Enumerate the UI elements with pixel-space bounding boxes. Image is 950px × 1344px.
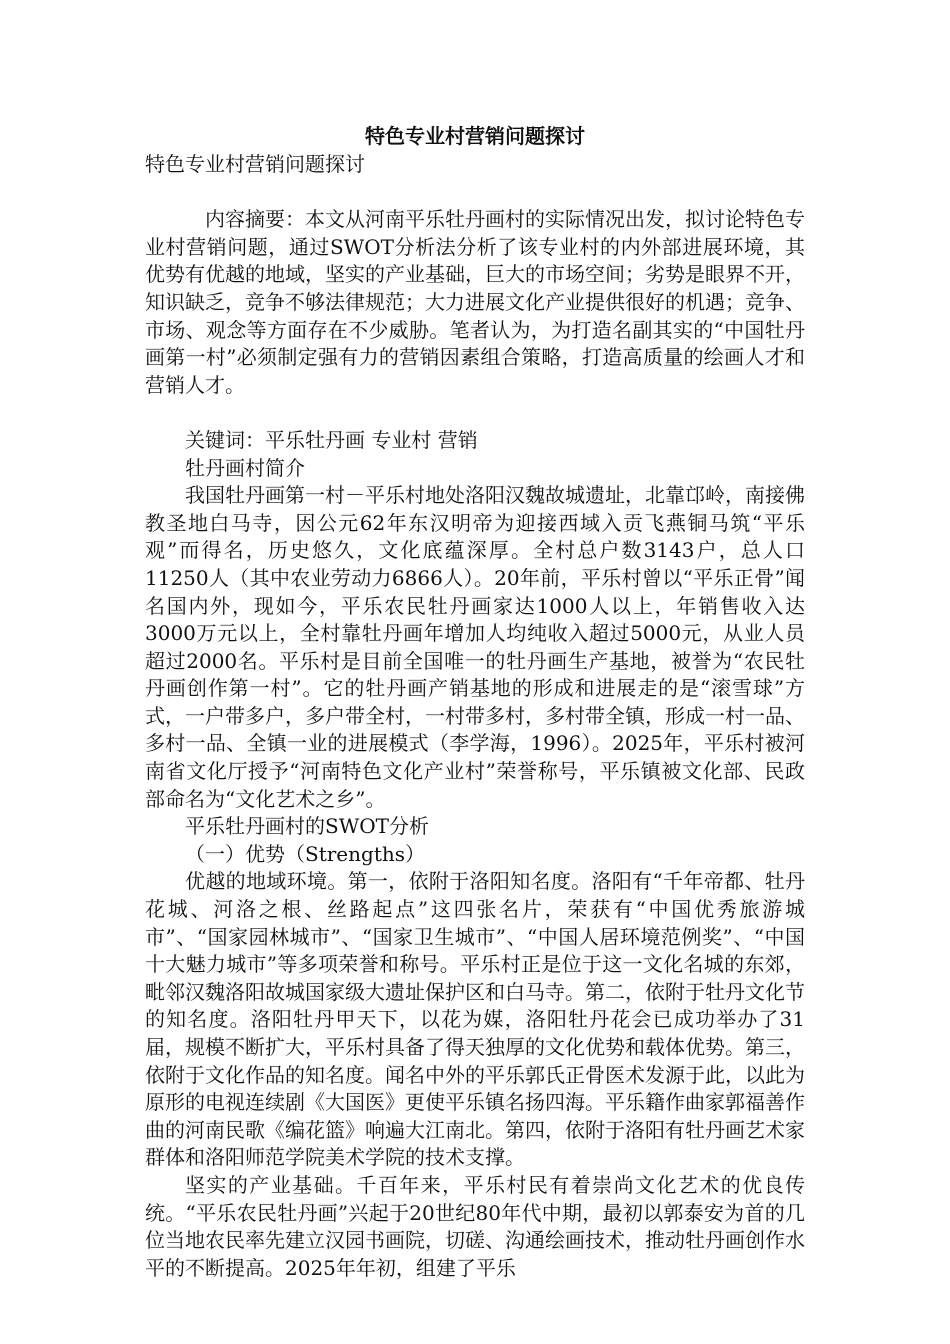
- document-title: 特色专业村营销问题探讨: [365, 124, 585, 148]
- document-body: [145, 121, 805, 1282]
- keywords-line: 关键词：平乐牡丹画 专业村 营销: [185, 427, 478, 452]
- section-heading-intro: 牡丹画村简介: [185, 455, 305, 480]
- strength-paragraph-industry: 坚实的产业基础。千百年来，平乐村民有着崇尚文化艺术的优良传统。“平乐农民牡丹画”兴起于20世纪80年代中期，最初以郭泰安为首的几位当地农民率先建立汉园书画院，切磋、沟通绘画技术，推动牡丹画创作水平的不断提高。2025年年初，组建了平乐: [145, 1172, 805, 1280]
- blank-line: [145, 399, 805, 427]
- section-heading-swot: 平乐牡丹画村的SWOT分析: [185, 814, 429, 839]
- blank-line: [145, 179, 805, 207]
- document-subtitle: 特色专业村营销问题探讨: [145, 152, 365, 176]
- intro-paragraph: 我国牡丹画第一村－平乐村地处洛阳汉魏故城遗址，北靠邙岭，南接佛教圣地白马寺，因公元62年东汉明帝为迎接西域入贡飞燕铜马筑“平乐观”而得名，历史悠久，文化底蕴深厚。全村总户数3143户，总人口11250人（其中农业劳动力6866人）。20年前，平乐村曾以“平乐正骨”闻名国内外，现如今，平乐农民牡丹画家达1000人以上，年销售收入达3000万元以上，全村靠牡丹画年增加人均纯收入超过5000元，从业人员超过2000名。平乐村是目前全国唯一的牡丹画生产基地，被誉为“农民牡丹画创作第一村”。它的牡丹画产销基地的形成和进展走的是“滚雪球”方式，一户带多户，多户带全村，一村带多村，多村带全镇，形成一村一品、多村一品、全镇一业的进展模式（李学海，1996）。2025年，平乐村被河南省文化厅授予“河南特色文化产业村”荣誉称号，平乐镇被文化部、民政部命名为“文化艺术之乡”。: [145, 483, 805, 811]
- abstract-paragraph: 内容摘要：本文从河南平乐牡丹画村的实际情况出发，拟讨论特色专业村营销问题，通过SWOT分析法分析了该专业村的内外部进展环境，其优势有优越的地域，坚实的产业基础，巨大的市场空间；劣势是眼界不开，知识缺乏，竞争不够法律规范；大力进展文化产业提供很好的机遇；竞争、市场、观念等方面存在不少威胁。笔者认为，为打造名副其实的“中国牡丹画第一村”必须制定强有力的营销因素组合策略，打造高质量的绘画人才和营销人才。: [145, 207, 805, 397]
- subsection-heading-strengths: （一）优势（Strengths）: [185, 841, 425, 866]
- strength-paragraph-location: 优越的地域环境。第一，依附于洛阳知名度。洛阳有“千年帝都、牡丹花城、河洛之根、丝路起点”这四张名片，荣获有“中国优秀旅游城市”、“国家园林城市”、“国家卫生城市”、“中国人居环境范例奖”、“中国十大魅力城市”等多项荣誉和称号。平乐村正是位于这一文化名城的东郊，毗邻汉魏洛阳故城国家级大遗址保护区和白马寺。第二，依附于牡丹文化节的知名度。洛阳牡丹甲天下，以花为媒，洛阳牡丹花会已成功举办了31届，规模不断扩大，平乐村具备了得天独厚的文化优势和载体优势。第三，依附于文化作品的知名度。闻名中外的平乐郭氏正骨医术发源于此，以此为原形的电视连续剧《大国医》更使平乐镇名扬四海。平乐籍作曲家郭福善作曲的河南民歌《编花篮》响遍大江南北。第四，依附于洛阳有牡丹画艺术家群体和洛阳师范学院美术学院的技术支撑。: [145, 869, 805, 1170]
